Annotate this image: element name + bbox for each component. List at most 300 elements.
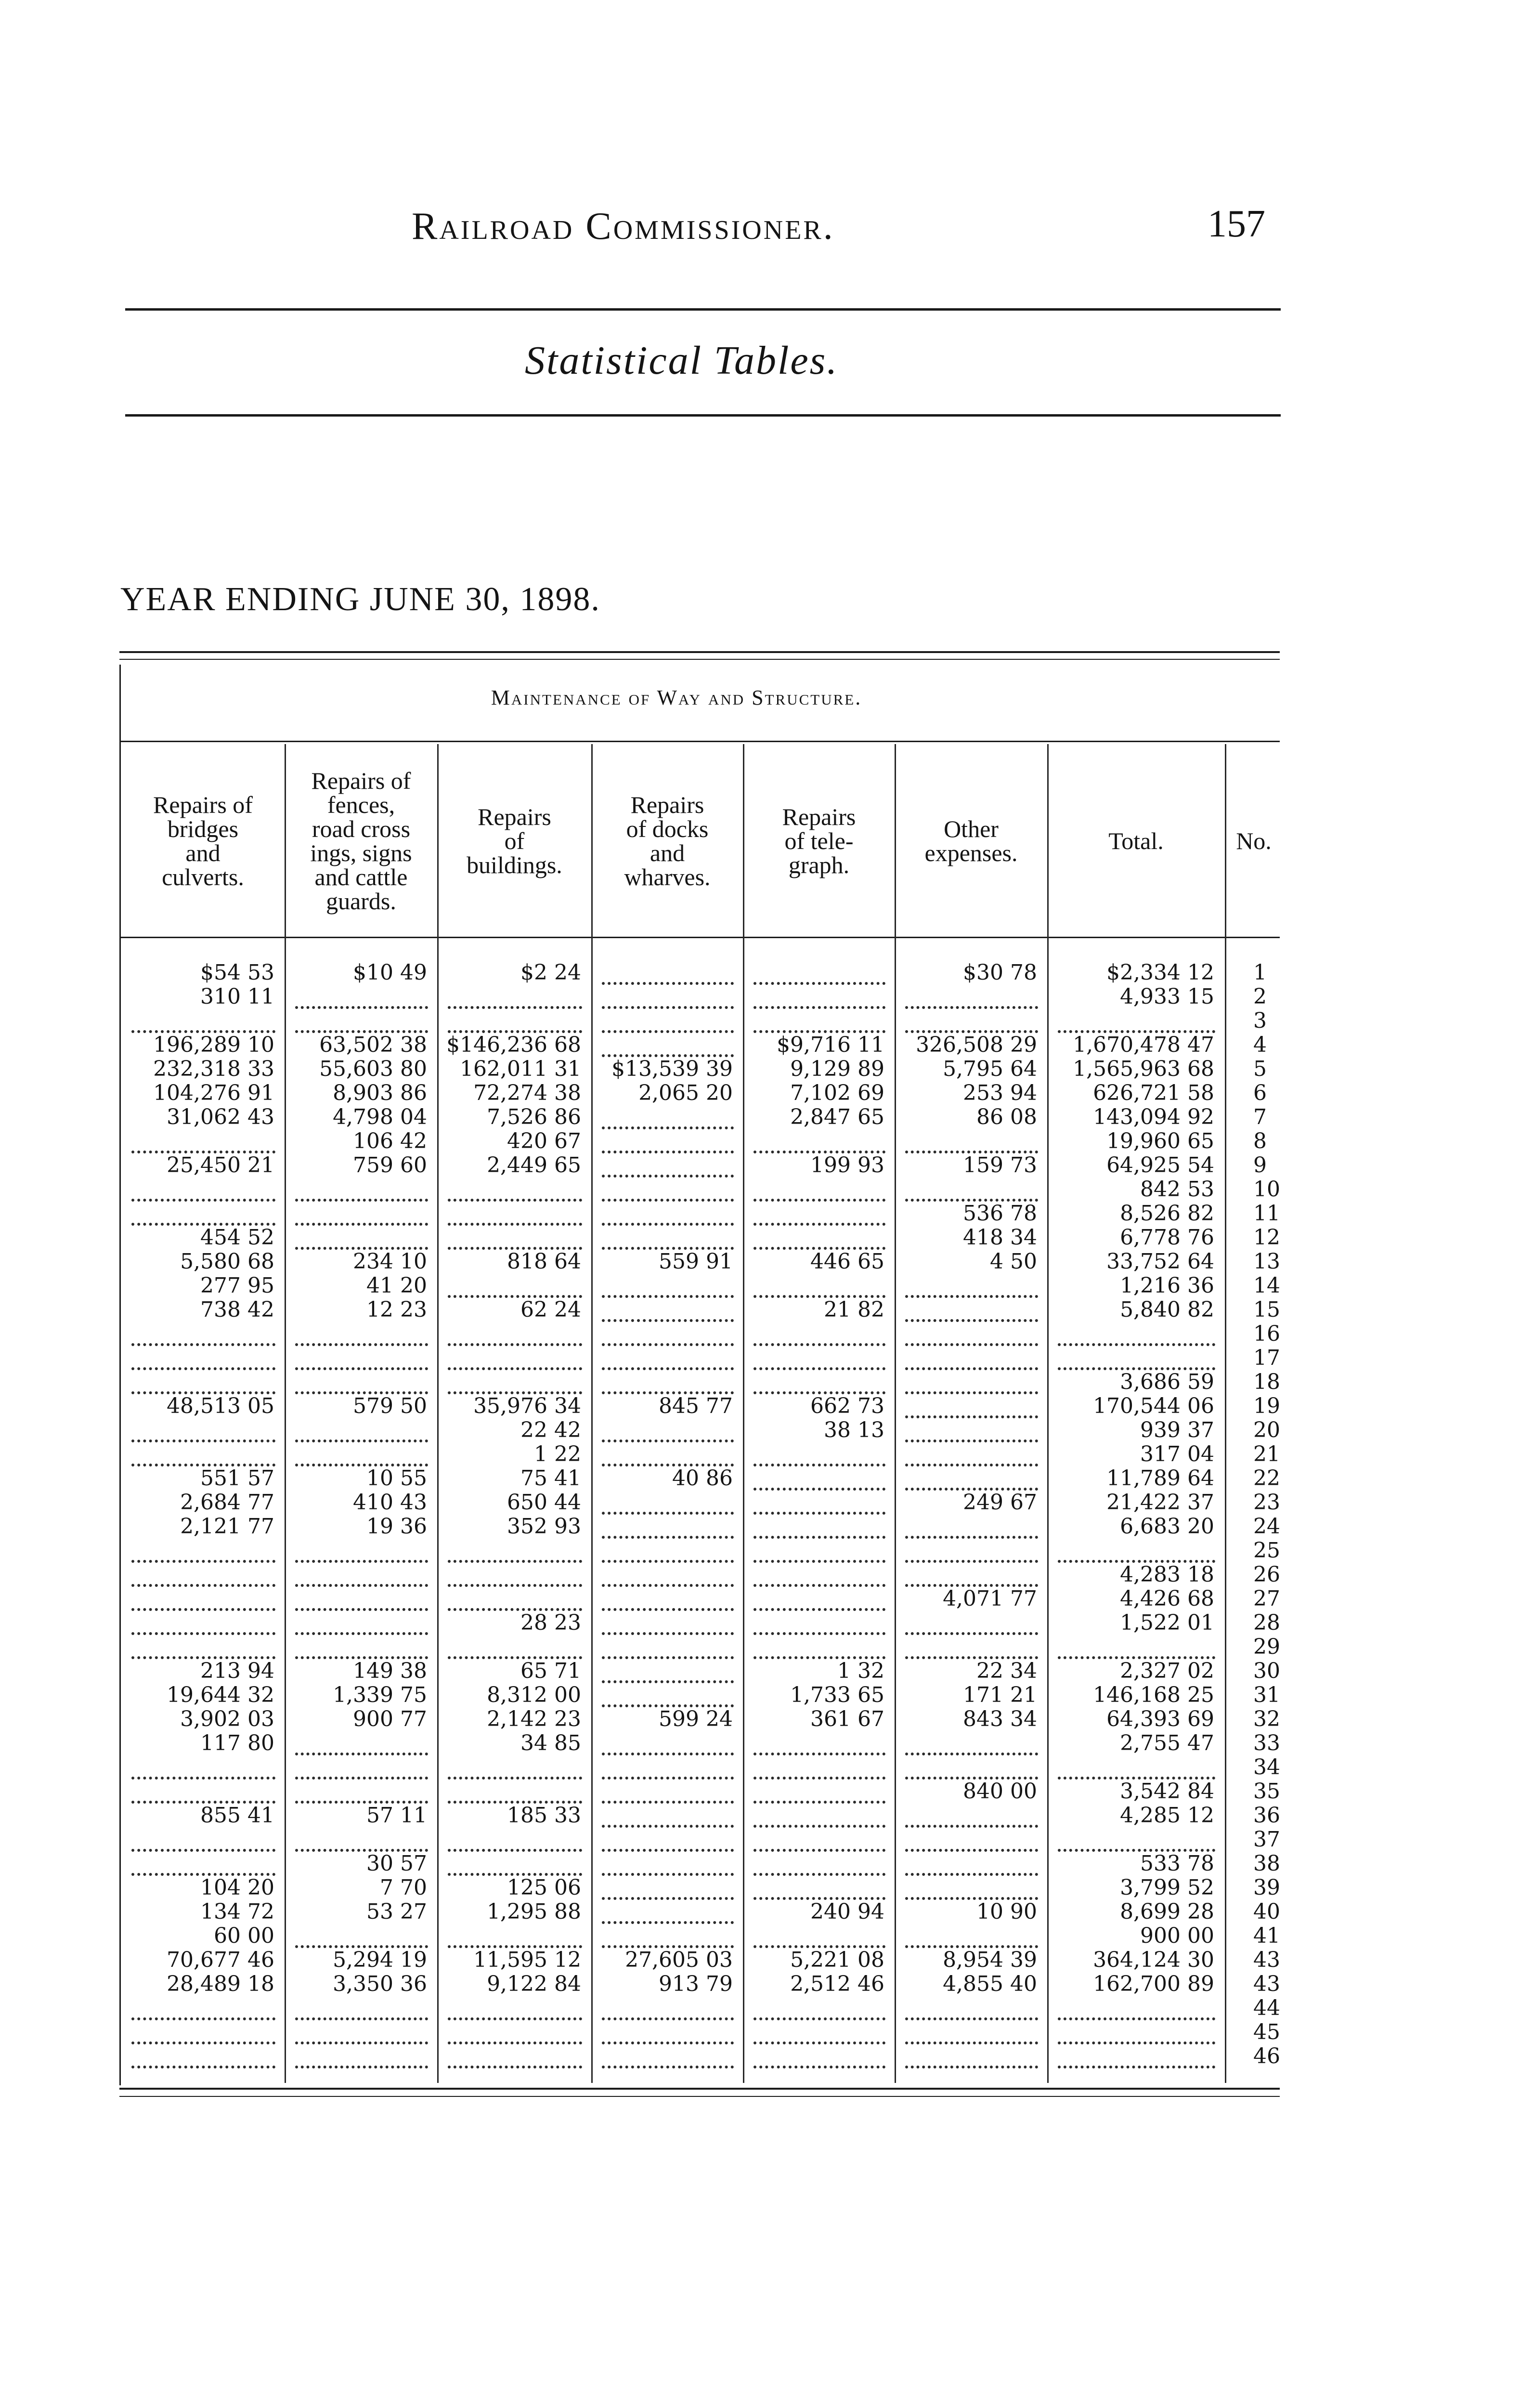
leader-dots — [754, 1780, 885, 1804]
table-cell: 1,339 75 — [333, 1683, 427, 1707]
leader-dots — [602, 1611, 734, 1635]
table-cell: 1,733 65 — [790, 1683, 884, 1707]
table-cell: 21 82 — [824, 1298, 884, 1322]
column-header-line: of tele- — [784, 827, 854, 854]
leader-dots — [905, 1539, 1038, 1563]
row-number: 23 — [1253, 1491, 1280, 1515]
row-number: 20 — [1253, 1418, 1280, 1442]
leader-dots — [754, 1587, 885, 1611]
leader-dots — [448, 1996, 582, 2020]
table-cell: 939 37 — [1140, 1418, 1214, 1442]
column-header-line: Repairs — [782, 803, 856, 830]
leader-dots — [1058, 1828, 1215, 1852]
leader-dots — [602, 1418, 734, 1442]
table-cell: 900 00 — [1140, 1924, 1214, 1948]
column-header-line: of — [504, 827, 525, 854]
leader-dots — [905, 2020, 1038, 2044]
leader-dots — [131, 1563, 275, 1587]
leader-dots — [295, 2044, 428, 2068]
table-cell: 855 41 — [200, 1804, 274, 1828]
column-header-telegraph — [745, 746, 893, 936]
leader-dots — [905, 1635, 1038, 1659]
table-cell: 11,789 64 — [1106, 1466, 1214, 1491]
table-cell: 9,129 89 — [790, 1057, 884, 1081]
leader-dots — [131, 2044, 275, 2068]
column-header-buildings — [439, 746, 590, 936]
table-cell: 232,318 33 — [153, 1057, 274, 1081]
leader-dots — [754, 1178, 885, 1202]
leader-dots — [905, 1178, 1038, 1202]
row-number: 15 — [1253, 1298, 1280, 1322]
row-number: 28 — [1253, 1611, 1280, 1635]
table-cell: 845 77 — [659, 1394, 733, 1418]
row-number: 22 — [1253, 1466, 1280, 1491]
table-cell: 213 94 — [200, 1659, 274, 1683]
table-cell: 143,094 92 — [1093, 1105, 1214, 1129]
table-cell: 626,721 58 — [1093, 1081, 1214, 1105]
table-cell: 253 94 — [963, 1081, 1037, 1105]
leader-dots — [905, 2044, 1038, 2068]
table-cell: 7,102 69 — [790, 1081, 884, 1105]
leader-dots — [295, 1539, 428, 1563]
column-header-bridges — [123, 746, 283, 936]
leader-dots — [602, 1153, 734, 1178]
column-header-no — [1227, 746, 1281, 936]
leader-dots — [131, 1009, 275, 1033]
table-cell: 19 36 — [366, 1515, 427, 1539]
leader-dots — [905, 1515, 1038, 1539]
column-header-line: fences, — [327, 791, 395, 818]
leader-dots — [602, 1202, 734, 1226]
table-cell: 2,327 02 — [1120, 1659, 1214, 1683]
leader-dots — [295, 1322, 428, 1346]
table-cell: 579 50 — [353, 1394, 427, 1418]
leader-dots — [131, 1442, 275, 1466]
leader-dots — [131, 1852, 275, 1876]
leader-dots — [754, 1828, 885, 1852]
header-rule-top — [125, 308, 1281, 311]
table-cell: 5,294 19 — [333, 1948, 427, 1972]
table-cell: 2,121 77 — [180, 1515, 274, 1539]
table-cell: 185 33 — [507, 1804, 581, 1828]
leader-dots — [295, 1178, 428, 1202]
leader-dots — [602, 1346, 734, 1370]
leader-dots — [1058, 1346, 1215, 1370]
table-cell: 249 67 — [963, 1491, 1037, 1515]
leader-dots — [905, 1129, 1038, 1153]
table-cell: $13,539 39 — [611, 1057, 733, 1081]
table-cell: 12 23 — [366, 1298, 427, 1322]
leader-dots — [754, 1731, 885, 1755]
table-cell: 454 52 — [200, 1226, 274, 1250]
table-cell: 420 67 — [507, 1129, 581, 1153]
table-cell: 6,778 76 — [1120, 1226, 1214, 1250]
row-number: 40 — [1253, 1900, 1280, 1924]
leader-dots — [295, 1563, 428, 1587]
column-header-line: wharves. — [624, 863, 711, 890]
column-header-docks — [593, 746, 741, 936]
leader-dots — [295, 1828, 428, 1852]
leader-dots — [754, 1755, 885, 1780]
leader-dots — [602, 1828, 734, 1852]
table-cell: 738 42 — [200, 1298, 274, 1322]
leader-dots — [905, 985, 1038, 1009]
leader-dots — [602, 1780, 734, 1804]
row-number: 32 — [1253, 1707, 1280, 1731]
leader-dots — [448, 1346, 582, 1370]
column-header-line: expenses. — [924, 839, 1018, 866]
table-cell: 599 24 — [659, 1707, 733, 1731]
leader-dots — [602, 1804, 734, 1828]
column-header-total — [1049, 746, 1223, 936]
leader-dots — [602, 961, 734, 985]
running-head: Railroad Commissioner. — [412, 205, 835, 248]
column-header-line: Repairs of — [153, 791, 253, 818]
leader-dots — [602, 1539, 734, 1563]
column-header-line: Repairs of — [311, 767, 411, 794]
leader-dots — [905, 1924, 1038, 1948]
row-number: 25 — [1253, 1539, 1280, 1563]
table-cell: 72,274 38 — [473, 1081, 581, 1105]
table-cell: 162,011 31 — [460, 1057, 581, 1081]
leader-dots — [905, 1731, 1038, 1755]
row-number: 1 — [1253, 961, 1267, 985]
table-cell: 28 23 — [520, 1611, 581, 1635]
table-cell: 3,350 36 — [333, 1972, 427, 1996]
table-cell: 1,670,478 47 — [1073, 1033, 1214, 1057]
table-cell: 1,295 88 — [487, 1900, 581, 1924]
column-header-line: and — [650, 839, 685, 866]
leader-dots — [905, 1852, 1038, 1876]
leader-dots — [905, 1418, 1038, 1442]
table-top-rule-2 — [119, 659, 1280, 660]
leader-dots — [602, 1274, 734, 1298]
table-cell: 3,902 03 — [180, 1707, 274, 1731]
table-cell: 240 94 — [810, 1900, 884, 1924]
leader-dots — [1058, 1755, 1215, 1780]
leader-dots — [131, 1202, 275, 1226]
group-header: Maintenance of Way and Structure. — [491, 686, 862, 709]
leader-dots — [448, 985, 582, 1009]
row-number: 26 — [1253, 1563, 1280, 1587]
table-cell: 7 70 — [380, 1876, 427, 1900]
table-cell: 3,542 84 — [1120, 1780, 1214, 1804]
leader-dots — [1058, 1009, 1215, 1033]
table-cell: 25,450 21 — [167, 1153, 274, 1178]
row-number: 7 — [1253, 1105, 1267, 1129]
table-cell: 38 13 — [824, 1418, 884, 1442]
row-number: 43 — [1253, 1972, 1280, 1996]
leader-dots — [754, 985, 885, 1009]
leader-dots — [131, 1587, 275, 1611]
leader-dots — [602, 1659, 734, 1683]
row-number: 33 — [1253, 1731, 1280, 1755]
table-cell: 4,283 18 — [1120, 1563, 1214, 1587]
column-header-line: road cross — [312, 815, 411, 842]
leader-dots — [754, 1466, 885, 1491]
leader-dots — [602, 1900, 734, 1924]
leader-dots — [602, 1491, 734, 1515]
column-divider — [437, 744, 439, 2083]
table-cell: 170,544 06 — [1093, 1394, 1214, 1418]
table-cell: 146,168 25 — [1093, 1683, 1214, 1707]
column-divider — [285, 744, 286, 2083]
table-cell: 6,683 20 — [1120, 1515, 1214, 1539]
leader-dots — [1058, 1996, 1215, 2020]
table-cell: 134 72 — [200, 1900, 274, 1924]
row-number: 19 — [1253, 1394, 1280, 1418]
leader-dots — [448, 1226, 582, 1250]
leader-dots — [131, 1322, 275, 1346]
row-number: 10 — [1253, 1178, 1280, 1202]
table-cell: 35,976 34 — [473, 1394, 581, 1418]
leader-dots — [602, 1996, 734, 2020]
table-cell: 55,603 80 — [319, 1057, 427, 1081]
table-cell: 40 86 — [672, 1466, 733, 1491]
leader-dots — [602, 1442, 734, 1466]
table-cell: 840 00 — [963, 1780, 1037, 1804]
row-number: 5 — [1253, 1057, 1267, 1081]
leader-dots — [754, 1274, 885, 1298]
page-number: 157 — [1208, 203, 1265, 245]
leader-dots — [754, 1563, 885, 1587]
leader-dots — [754, 1009, 885, 1033]
leader-dots — [602, 1129, 734, 1153]
table-cell: 536 78 — [963, 1202, 1037, 1226]
table-cell: 1,565,963 68 — [1073, 1057, 1214, 1081]
leader-dots — [295, 1442, 428, 1466]
table-cell: 65 71 — [520, 1659, 581, 1683]
table-cell: $9,716 11 — [777, 1033, 884, 1057]
leader-dots — [448, 1852, 582, 1876]
table-cell: 8,312 00 — [487, 1683, 581, 1707]
table-cell: 1,522 01 — [1120, 1611, 1214, 1635]
leader-dots — [448, 1009, 582, 1033]
leader-dots — [295, 985, 428, 1009]
leader-dots — [602, 1009, 734, 1033]
table-cell: 3,686 59 — [1120, 1370, 1214, 1394]
leader-dots — [905, 1009, 1038, 1033]
leader-dots — [295, 1226, 428, 1250]
column-header-line: and — [185, 839, 221, 866]
leader-dots — [754, 1804, 885, 1828]
row-number: 31 — [1253, 1683, 1280, 1707]
column-divider — [1047, 744, 1049, 2083]
leader-dots — [905, 1876, 1038, 1900]
row-number: 41 — [1253, 1924, 1280, 1948]
leader-dots — [131, 1539, 275, 1563]
table-cell: 159 73 — [963, 1153, 1037, 1178]
leader-dots — [295, 1611, 428, 1635]
leader-dots — [131, 1129, 275, 1153]
row-number: 45 — [1253, 2020, 1280, 2044]
row-number: 37 — [1253, 1828, 1280, 1852]
leader-dots — [754, 1852, 885, 1876]
column-header-line: ings, signs — [310, 839, 412, 866]
leader-dots — [448, 1370, 582, 1394]
table-cell: 559 91 — [659, 1250, 733, 1274]
leader-dots — [602, 1178, 734, 1202]
table-cell: 10 55 — [366, 1466, 427, 1491]
row-number: 29 — [1253, 1635, 1280, 1659]
table-cell: 22 34 — [976, 1659, 1037, 1683]
leader-dots — [905, 1298, 1038, 1322]
leader-dots — [602, 1563, 734, 1587]
table-cell: 22 42 — [520, 1418, 581, 1442]
leader-dots — [448, 1539, 582, 1563]
leader-dots — [754, 1322, 885, 1346]
table-cell: 759 60 — [353, 1153, 427, 1178]
table-cell: 60 00 — [214, 1924, 274, 1948]
leader-dots — [295, 1009, 428, 1033]
leader-dots — [295, 1418, 428, 1442]
leader-dots — [295, 1780, 428, 1804]
leader-dots — [905, 1563, 1038, 1587]
leader-dots — [905, 1611, 1038, 1635]
table-cell: 27,605 03 — [625, 1948, 733, 1972]
table-top-rule — [119, 651, 1280, 653]
table-cell: 62 24 — [520, 1298, 581, 1322]
leader-dots — [448, 1924, 582, 1948]
row-number: 14 — [1253, 1274, 1280, 1298]
column-header-rule — [119, 937, 1280, 938]
leader-dots — [602, 1226, 734, 1250]
table-cell: 63,502 38 — [319, 1033, 427, 1057]
column-divider — [895, 744, 896, 2083]
table-cell: 5,795 64 — [943, 1057, 1037, 1081]
column-header-line: Total. — [1108, 827, 1164, 854]
leader-dots — [754, 1129, 885, 1153]
table-cell: 8,526 82 — [1120, 1202, 1214, 1226]
table-cell: 551 57 — [200, 1466, 274, 1491]
table-cell: 86 08 — [976, 1105, 1037, 1129]
table-cell: 843 34 — [963, 1707, 1037, 1731]
table-cell: 1,216 36 — [1120, 1274, 1214, 1298]
leader-dots — [754, 1491, 885, 1515]
table-cell: 3,799 52 — [1120, 1876, 1214, 1900]
table-cell: 1 22 — [534, 1442, 581, 1466]
leader-dots — [295, 1202, 428, 1226]
table-cell: 125 06 — [507, 1876, 581, 1900]
leader-dots — [754, 1996, 885, 2020]
table-cell: 5,221 08 — [790, 1948, 884, 1972]
leader-dots — [905, 1828, 1038, 1852]
table-cell: 34 85 — [520, 1731, 581, 1755]
row-number: 11 — [1253, 1202, 1280, 1226]
leader-dots — [602, 2044, 734, 2068]
table-cell: 2,755 47 — [1120, 1731, 1214, 1755]
leader-dots — [448, 1274, 582, 1298]
row-number: 39 — [1253, 1876, 1280, 1900]
leader-dots — [295, 1731, 428, 1755]
column-header-line: Repairs — [630, 791, 704, 818]
leader-dots — [905, 1394, 1038, 1418]
table-cell: $2,334 12 — [1106, 961, 1214, 985]
row-number: 2 — [1253, 985, 1267, 1009]
leader-dots — [448, 1587, 582, 1611]
table-cell: 662 73 — [810, 1394, 884, 1418]
table-cell: 10 90 — [976, 1900, 1037, 1924]
leader-dots — [131, 1635, 275, 1659]
table-cell: 19,960 65 — [1106, 1129, 1214, 1153]
leader-dots — [131, 1996, 275, 2020]
row-number: 35 — [1253, 1780, 1280, 1804]
leader-dots — [905, 1346, 1038, 1370]
row-number: 8 — [1253, 1129, 1267, 1153]
leader-dots — [448, 1755, 582, 1780]
leader-dots — [1058, 2020, 1215, 2044]
column-header-line: No. — [1236, 827, 1272, 854]
table-cell: $10 49 — [353, 961, 427, 985]
leader-dots — [1058, 1322, 1215, 1346]
leader-dots — [905, 1466, 1038, 1491]
table-cell: 310 11 — [200, 985, 274, 1009]
leader-dots — [131, 1611, 275, 1635]
leader-dots — [754, 1370, 885, 1394]
leader-dots — [754, 2020, 885, 2044]
row-number: 3 — [1253, 1009, 1267, 1033]
column-header-line: and cattle — [314, 863, 408, 890]
leader-dots — [448, 1635, 582, 1659]
leader-dots — [131, 1418, 275, 1442]
table-cell: 57 11 — [366, 1804, 427, 1828]
leader-dots — [448, 1828, 582, 1852]
table-cell: 650 44 — [507, 1491, 581, 1515]
leader-dots — [754, 1515, 885, 1539]
leader-dots — [295, 1370, 428, 1394]
row-number: 17 — [1253, 1346, 1280, 1370]
column-divider — [591, 744, 593, 2083]
leader-dots — [131, 1755, 275, 1780]
leader-dots — [131, 1780, 275, 1804]
table-cell: 818 64 — [507, 1250, 581, 1274]
table-cell: 75 41 — [520, 1466, 581, 1491]
leader-dots — [905, 1322, 1038, 1346]
leader-dots — [602, 1755, 734, 1780]
leader-dots — [602, 1587, 734, 1611]
leader-dots — [448, 1202, 582, 1226]
table-cell: 9,122 84 — [487, 1972, 581, 1996]
leader-dots — [1058, 1539, 1215, 1563]
leader-dots — [754, 1611, 885, 1635]
header-rule-bottom — [125, 414, 1281, 417]
table-cell: 4,855 40 — [943, 1972, 1037, 1996]
table-cell: 104 20 — [200, 1876, 274, 1900]
leader-dots — [602, 1731, 734, 1755]
table-cell: 2,142 23 — [487, 1707, 581, 1731]
table-cell: 352 93 — [507, 1515, 581, 1539]
leader-dots — [448, 1780, 582, 1804]
column-header-other — [896, 746, 1046, 936]
table-cell: 8,903 86 — [333, 1081, 427, 1105]
table-cell: 2,847 65 — [790, 1105, 884, 1129]
table-cell: 5,840 82 — [1120, 1298, 1214, 1322]
leader-dots — [905, 1370, 1038, 1394]
table-cell: 104,276 91 — [153, 1081, 274, 1105]
leader-dots — [1058, 2044, 1215, 2068]
table-cell: $30 78 — [963, 961, 1037, 985]
leader-dots — [754, 1924, 885, 1948]
leader-dots — [131, 1370, 275, 1394]
table-bottom-rule-2 — [119, 2096, 1280, 2097]
leader-dots — [754, 1346, 885, 1370]
leader-dots — [754, 2044, 885, 2068]
table-cell: 361 67 — [810, 1707, 884, 1731]
year-heading: YEAR ENDING JUNE 30, 1898. — [120, 581, 600, 618]
row-number: 24 — [1253, 1515, 1280, 1539]
table-cell: 234 10 — [353, 1250, 427, 1274]
column-header-line: bridges — [167, 815, 239, 842]
